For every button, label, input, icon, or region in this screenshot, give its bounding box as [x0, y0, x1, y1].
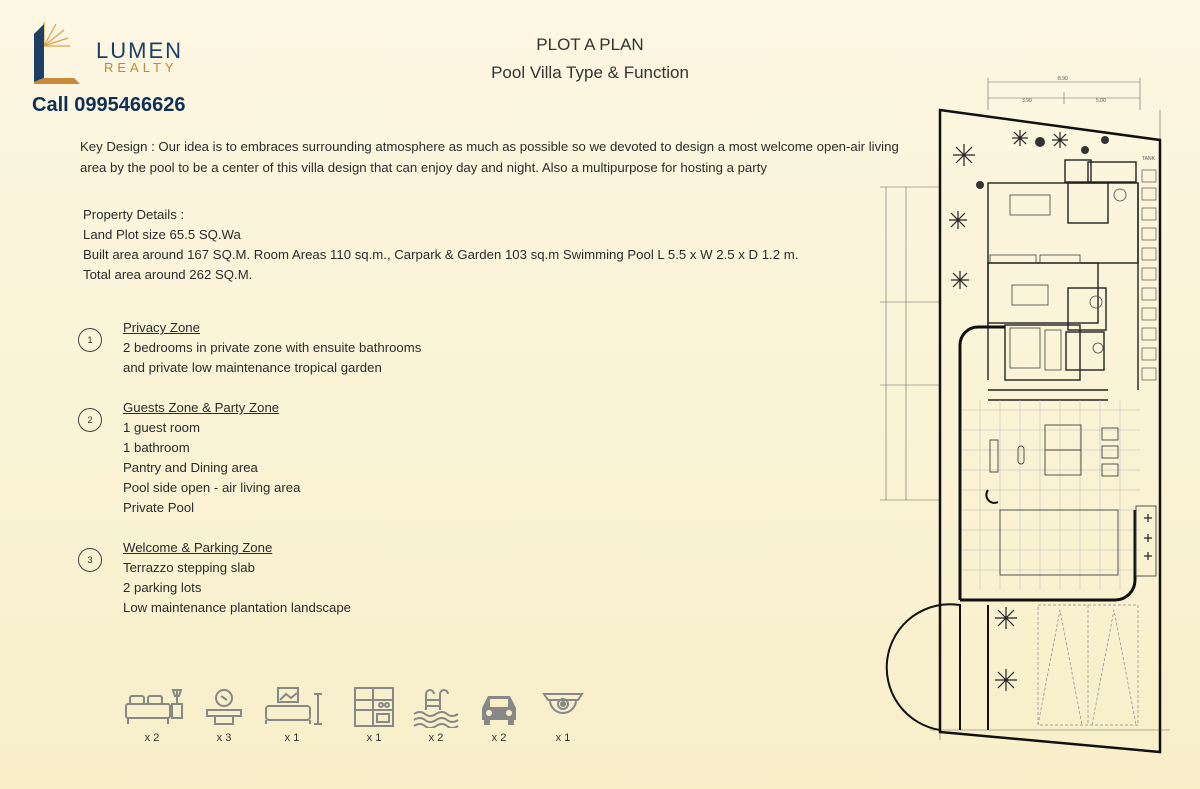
bed-icon [122, 686, 184, 728]
zone-line: Low maintenance plantation landscape [123, 600, 352, 615]
amenity-car [469, 686, 529, 744]
amenity-count: x 2 [491, 732, 507, 744]
property-details [83, 205, 798, 285]
amenity-kitchen [344, 686, 404, 744]
car-icon [476, 686, 522, 728]
amenity-count: x 1 [366, 732, 382, 744]
zone-line: 2 parking lots [123, 580, 202, 595]
zone-line: 2 bedrooms in private zone with ensuite bathrooms [123, 340, 422, 355]
amenity-bed [122, 686, 182, 744]
amenity-count: x 2 [144, 732, 160, 744]
zone-title: Privacy Zone [123, 320, 200, 335]
page-subtitle: Pool Villa Type & Function [491, 63, 689, 82]
tank-label: TANK [1142, 156, 1155, 162]
zone-line: Terrazzo stepping slab [123, 560, 255, 575]
property-line: Built area around 167 SQ.M. Room Areas 110 sq.m., Carpark & Garden 103 sq.m Swimming Pool L 5.5 x W 2.5 x D 1.2 m. [83, 247, 799, 262]
dim-b-label: 5.00 [1096, 98, 1106, 104]
kitchen-icon [351, 686, 397, 728]
brand-logo [30, 16, 184, 86]
zone-title: Guests Zone & Party Zone [123, 400, 280, 415]
amenity-count: x 3 [216, 732, 232, 744]
amenity-sofa [262, 686, 322, 744]
zone-title: Welcome & Parking Zone [123, 540, 273, 555]
zone-line: Pool side open - air living area [123, 480, 301, 495]
pool-icon [410, 686, 462, 728]
brand-sub: REALTY [104, 60, 178, 75]
zone-number: 3 [78, 548, 102, 572]
zone-line: Private Pool [123, 500, 195, 515]
cctv-icon [540, 686, 586, 728]
zone-line: 1 guest room [123, 420, 200, 435]
brand-name: LUMEN [96, 38, 184, 63]
zone-number: 2 [78, 408, 102, 432]
zone-number: 1 [78, 328, 102, 352]
zone-line: 1 bathroom [123, 440, 190, 455]
amenity-count: x 2 [428, 732, 444, 744]
amenity-count: x 1 [555, 732, 571, 744]
amenity-sink [194, 686, 254, 744]
property-line: Land Plot size 65.5 SQ.Wa [83, 227, 241, 242]
amenity-count: x 1 [284, 732, 300, 744]
sink-icon [203, 686, 245, 728]
phone-number[interactable]: Call 0995466626 [32, 94, 186, 116]
page-title: PLOT A PLAN [536, 35, 644, 54]
floor-plan-drawing [860, 70, 1180, 760]
zone-line: and private low maintenance tropical garden [123, 360, 382, 375]
amenity-pool [406, 686, 466, 744]
key-design-text: Key Design : Our idea is to embraces surrounding atmosphere as much as possible so we devoted to design a most welcome open-air living area by the pool to be a center of this villa design that can enjoy day and night. Also a multipurpose for hosting a party [80, 139, 899, 175]
property-line: Total area around 262 SQ.M. [83, 267, 253, 282]
logo-sunburst-icon [30, 16, 100, 86]
sofa-icon [262, 686, 324, 728]
property-heading: Property Details : [83, 207, 185, 222]
dim-total-label: 8.90 [1058, 76, 1068, 82]
dim-a-label: 3.90 [1022, 98, 1032, 104]
amenity-cctv [533, 686, 593, 744]
zone-line: Pantry and Dining area [123, 460, 258, 475]
